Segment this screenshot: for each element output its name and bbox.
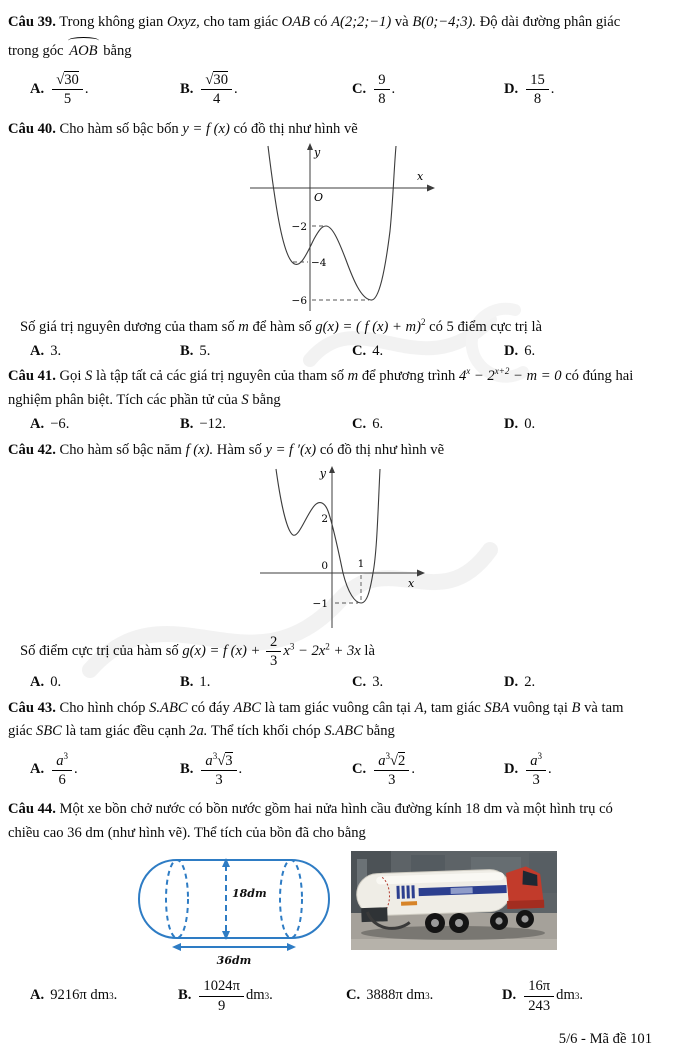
- text-run: Trong không gian: [59, 14, 164, 30]
- question-41: [8, 366, 678, 388]
- y-axis-label: y: [319, 467, 326, 481]
- option-value: 3.: [372, 673, 384, 690]
- option-letter: B.: [180, 80, 194, 97]
- question-44: [8, 799, 678, 821]
- q42-figure: [8, 464, 678, 632]
- question-44-options: [8, 973, 678, 1019]
- question-42-sub: [8, 634, 678, 670]
- fraction: [52, 750, 72, 789]
- math-point-b: B(0;−4;3).: [412, 14, 477, 30]
- text-run: − m = 0: [509, 368, 562, 385]
- option-value: 9216π dm: [50, 987, 110, 1004]
- option-value: 4.: [372, 342, 384, 359]
- unit: dm: [556, 987, 575, 1004]
- fraction: [374, 72, 389, 108]
- text-run: − 2: [470, 368, 495, 385]
- tick-zero: 0: [321, 560, 328, 573]
- fraction: [526, 750, 546, 789]
- option-value: −12.: [199, 416, 226, 433]
- text-run: .: [579, 987, 584, 1004]
- text-run: vuông tại: [513, 699, 568, 716]
- length-label: 36dm: [216, 954, 252, 968]
- option-letter: A.: [30, 80, 45, 97]
- option-letter: D.: [502, 987, 517, 1004]
- text-run: .: [74, 761, 78, 778]
- text-run: .: [269, 987, 273, 1004]
- tick-two: 2: [321, 513, 328, 526]
- q39-option-d: [504, 72, 678, 108]
- tick-minus4: −4: [311, 256, 327, 269]
- text-run: và tam: [584, 699, 624, 716]
- q40-option-a: [30, 341, 180, 363]
- q39-option-b: [180, 72, 352, 108]
- exponent: 3: [212, 750, 218, 761]
- option-letter: C.: [352, 416, 367, 433]
- math-x: x: [283, 643, 290, 660]
- exponent: x+2: [494, 366, 510, 377]
- question-39: [8, 12, 678, 34]
- question-39-line2: [8, 39, 678, 63]
- text-run: có: [313, 14, 328, 30]
- q43-option-a: [30, 750, 180, 789]
- option-value: −6.: [50, 416, 70, 433]
- sqrt-sign: √30: [205, 71, 228, 88]
- fraction-numerator: 15: [526, 72, 549, 90]
- text-run: là tam giác đều cạnh: [65, 723, 186, 740]
- fraction-denominator: 3: [388, 771, 396, 788]
- fraction: [374, 750, 409, 789]
- q42-option-d: [504, 672, 678, 694]
- exponent: 3: [63, 750, 69, 761]
- q42-option-b: [180, 672, 352, 694]
- question-43-options: [8, 747, 678, 793]
- text-run: Thể tích khối chóp: [210, 723, 321, 740]
- sqrt-sign: √3: [217, 752, 233, 769]
- text-run: tam giác: [430, 699, 481, 716]
- option-letter: A.: [30, 416, 45, 433]
- sqrt-radicand: 30: [213, 71, 228, 88]
- fraction-numerator: [52, 72, 83, 90]
- option-letter: D.: [504, 673, 519, 690]
- text-run: .: [113, 987, 118, 1004]
- text-run: Cho hàm số bậc năm: [59, 442, 182, 459]
- y-axis-label: y: [314, 145, 321, 159]
- q39-option-c: [352, 72, 504, 108]
- option-letter: B.: [180, 416, 194, 433]
- question-42-options: [8, 672, 678, 694]
- fraction-numerator: 9: [374, 72, 389, 90]
- text-run: Cho hình chóp: [59, 699, 146, 716]
- fraction-numerator: 1024π: [199, 978, 244, 996]
- math-B: B: [571, 699, 581, 716]
- question-43-number: Câu 43.: [8, 699, 56, 716]
- fraction-numerator: 16π: [524, 978, 554, 996]
- text-run: để phương trình: [361, 368, 456, 385]
- option-letter: A.: [30, 342, 45, 359]
- text-run: là: [364, 643, 375, 660]
- text-run: Gọi: [59, 368, 82, 385]
- math-sba: SBA: [484, 699, 510, 716]
- option-letter: A.: [30, 761, 45, 778]
- sqrt-radicand: 3: [225, 752, 233, 769]
- question-42: [8, 440, 678, 462]
- option-value: 5.: [199, 342, 211, 359]
- text-run: Hàm số: [216, 442, 262, 459]
- math-oab: OAB: [281, 14, 311, 30]
- fraction-denominator: 9: [218, 997, 226, 1014]
- exponent: x: [466, 366, 471, 377]
- math-gx: g(x) = ( f (x) + m): [315, 318, 421, 335]
- fraction-numerator: [374, 750, 409, 771]
- fraction-numerator: [52, 750, 72, 771]
- text-run: .: [391, 80, 396, 97]
- x-axis-label: x: [408, 577, 415, 591]
- q43-option-b: [180, 750, 352, 789]
- text-run: Một xe bồn chở nước có bồn nước gồm hai nửa hình cầu đường kính 18 dm và một hình trụ có: [59, 801, 613, 818]
- question-41-line2: [8, 390, 678, 412]
- q39-option-a: [30, 72, 180, 108]
- tick-minus1: −1: [312, 598, 328, 611]
- exponent: 3: [385, 750, 391, 761]
- tick-one: 1: [357, 558, 365, 571]
- text-run: có đáy: [191, 699, 230, 716]
- math-equation: [459, 368, 562, 384]
- fraction: [526, 72, 549, 108]
- text-run: cho tam giác: [203, 14, 278, 30]
- fraction: [201, 72, 232, 108]
- option-letter: C.: [352, 761, 367, 778]
- math-S: S: [85, 368, 93, 385]
- option-letter: B.: [180, 342, 194, 359]
- text-run: Số giá trị nguyên dương của tham số: [20, 318, 235, 335]
- sqrt-sign: √30: [56, 71, 79, 88]
- math-abc: ABC: [233, 699, 262, 716]
- option-letter: D.: [504, 416, 519, 433]
- math-A: A,: [414, 699, 428, 716]
- q42-option-c: [352, 672, 504, 694]
- tick-minus6: −6: [291, 294, 307, 307]
- math-gx: g(x) = f (x) +: [182, 643, 261, 660]
- q40-option-d: [504, 341, 678, 363]
- math-sbc: SBC: [35, 723, 62, 740]
- question-39-number: Câu 39.: [8, 14, 56, 30]
- diameter-label: 18dm: [232, 887, 267, 901]
- math-a: a: [378, 752, 386, 769]
- q44-option-c: C. 3888π dm 3 .: [346, 985, 502, 1007]
- text-run: là tập tất cả các giá trị nguyên của tham số: [96, 368, 344, 385]
- text-run: bằng: [366, 723, 395, 740]
- question-42-number: Câu 42.: [8, 442, 56, 459]
- question-44-line2: [8, 823, 678, 845]
- question-39-options: [8, 67, 678, 113]
- text-run: .: [84, 80, 89, 97]
- text-run: và: [394, 14, 409, 30]
- option-letter: B.: [180, 761, 194, 778]
- tank-truck-photo: [351, 851, 557, 950]
- math-m: m: [238, 318, 249, 335]
- q40-option-c: [352, 341, 504, 363]
- question-40-sub: [8, 317, 678, 339]
- math-fx: f (x).: [185, 442, 214, 459]
- option-value: 0.: [524, 416, 536, 433]
- fraction: [52, 72, 83, 108]
- fraction: [524, 978, 554, 1014]
- sqrt-radicand: 30: [64, 71, 79, 88]
- question-41-options: [8, 414, 678, 436]
- option-letter: D.: [504, 761, 519, 778]
- option-letter: A.: [30, 673, 45, 690]
- fraction-denominator: 8: [533, 91, 542, 108]
- option-letter: C.: [346, 987, 361, 1004]
- fraction-numerator: 2: [266, 634, 281, 652]
- text-run: 4: [458, 368, 467, 385]
- text-run: có đồ thị như hình vẽ: [233, 120, 358, 137]
- question-41-number: Câu 41.: [8, 368, 56, 385]
- option-letter: C.: [352, 342, 367, 359]
- math-fprime: y = f ′(x): [265, 442, 317, 459]
- fraction-denominator: 243: [528, 997, 551, 1014]
- q40-figure: [8, 143, 678, 315]
- text-run: .: [411, 761, 415, 778]
- exponent: 2: [325, 641, 330, 652]
- question-40-options: [8, 341, 678, 363]
- q41-option-d: [504, 414, 678, 436]
- math-point-a: A(2;2;−1): [331, 14, 392, 30]
- text-run: Số điểm cực trị của hàm số: [20, 643, 179, 660]
- unit: dm: [245, 987, 265, 1004]
- option-value: 6.: [524, 342, 536, 359]
- x-axis-label: x: [417, 169, 424, 183]
- option-value: 0.: [50, 673, 62, 690]
- exponent: 3: [537, 750, 543, 761]
- text-run: Độ dài đường phân giác: [479, 14, 621, 30]
- q41-option-a: [30, 414, 180, 436]
- fraction-denominator: 4: [213, 91, 221, 108]
- tick-minus2: −2: [291, 220, 307, 233]
- question-43-line2: [8, 721, 678, 743]
- exponent: 3: [289, 641, 295, 652]
- math-term: − 2x: [298, 643, 326, 660]
- math-angle-aob-hat: AOB: [67, 39, 99, 63]
- text-run: Cho hàm số bậc bốn: [59, 120, 179, 137]
- sqrt-sign: √2: [390, 752, 406, 769]
- text-run: có đúng hai: [565, 368, 634, 385]
- math-sabc: S.ABC: [324, 723, 363, 740]
- q42-option-a: [30, 672, 180, 694]
- math-sabc: S.ABC: [149, 699, 188, 716]
- math-term: + 3x: [333, 643, 361, 660]
- math-a: a: [56, 752, 64, 769]
- fraction-numerator: [526, 750, 546, 771]
- text-run: nghiệm phân biệt. Tích các phần tử của: [8, 392, 238, 409]
- text-run: có 5 điểm cực trị là: [429, 318, 542, 335]
- text-run: .: [429, 987, 434, 1004]
- q43-option-c: [352, 750, 504, 789]
- text-run: .: [238, 761, 243, 778]
- math-m: m: [347, 368, 359, 385]
- page-footer: 5/6 - Mã đề 101: [558, 1031, 652, 1048]
- q44-figures: [8, 851, 678, 969]
- fraction-denominator: 6: [58, 771, 66, 788]
- math-yfx: y = f (x): [182, 120, 230, 137]
- fraction: [201, 750, 236, 789]
- text-run: chiều cao 36 dm (như hình vẽ). Thể tích của bồn đã cho bằng: [8, 825, 366, 842]
- option-letter: D.: [504, 80, 519, 97]
- q41-option-b: [180, 414, 352, 436]
- option-letter: C.: [352, 673, 367, 690]
- fraction-denominator: 3: [270, 653, 278, 670]
- math-oxyz: Oxyz,: [166, 14, 200, 30]
- tank-capsule-diagram: [129, 851, 339, 969]
- option-value: 2.: [524, 673, 536, 690]
- fraction-denominator: 5: [63, 91, 72, 108]
- question-44-number: Câu 44.: [8, 801, 56, 818]
- q44-option-b: B. $\frac{1024\pi}{9}$ dm 3 .: [178, 978, 273, 1014]
- text-run: bằng: [252, 392, 281, 409]
- text-run: .: [548, 761, 552, 778]
- text-run: trong góc: [8, 42, 64, 59]
- text-run: giác: [8, 723, 33, 740]
- text-run: .: [234, 80, 238, 97]
- q41-option-c: [352, 414, 504, 436]
- q42-derivative-graph: [258, 464, 428, 632]
- option-letter: B.: [178, 987, 192, 1004]
- option-letter: D.: [504, 342, 519, 359]
- option-value: 1.: [199, 673, 211, 690]
- fraction-denominator: 3: [532, 771, 540, 788]
- option-value: 3888π dm: [366, 987, 426, 1004]
- q40-option-b: [180, 341, 352, 363]
- text-run: để hàm số: [252, 318, 312, 335]
- math-2a: 2a.: [189, 723, 208, 740]
- option-value: 6.: [372, 416, 384, 433]
- math-a: a: [530, 752, 538, 769]
- q44-option-d: D. $\frac{16\pi}{243}$ dm 3 .: [502, 978, 584, 1014]
- exponent: 2: [420, 316, 426, 327]
- fraction-denominator: 3: [215, 771, 223, 788]
- fraction-denominator: 8: [378, 91, 386, 108]
- option-letter: A.: [30, 987, 45, 1004]
- option-value: 3.: [50, 342, 62, 359]
- question-40-number: Câu 40.: [8, 120, 56, 137]
- origin-label: O: [314, 190, 324, 204]
- q44-option-a: A. 9216π dm 3 .: [30, 985, 178, 1007]
- q40-function-graph: [248, 143, 438, 315]
- question-43: [8, 698, 678, 720]
- fraction-numerator: [201, 750, 236, 771]
- text-run: .: [550, 80, 555, 97]
- option-letter: B.: [180, 673, 194, 690]
- fraction-numerator: [201, 72, 232, 90]
- text-run: là tam giác vuông cân tại: [264, 699, 411, 716]
- fraction: [266, 634, 281, 670]
- q43-option-d: [504, 750, 678, 789]
- text-run: có đồ thị như hình vẽ: [319, 442, 445, 459]
- math-a: a: [205, 752, 213, 769]
- question-40: [8, 119, 678, 141]
- math-S: S: [241, 392, 249, 409]
- text-run: bằng: [103, 42, 132, 59]
- fraction: [199, 978, 244, 1014]
- option-letter: C.: [352, 80, 367, 97]
- sqrt-radicand: 2: [398, 752, 406, 769]
